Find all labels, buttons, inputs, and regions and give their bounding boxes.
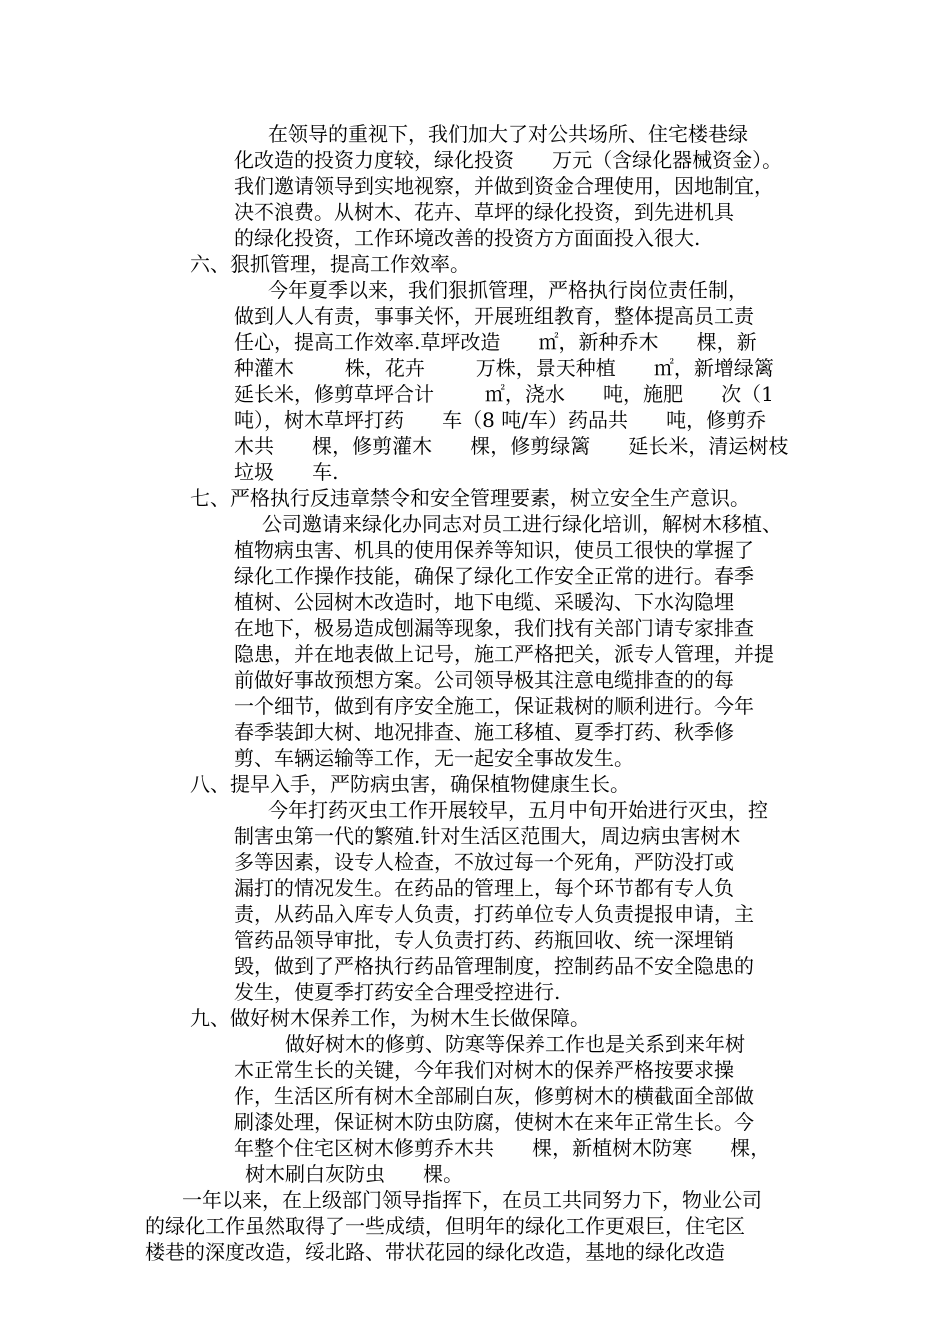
paragraph-line: 延长米，修剪草坪合计 ㎡，浇水 吨，施肥 次（1 xyxy=(234,382,774,406)
paragraph-line: 责，从药品入库专人负责，打药单位专人负责提报申请，主 xyxy=(234,902,754,926)
paragraph-line: 毁，做到了严格执行药品管理制度，控制药品不安全隐患的 xyxy=(234,954,754,978)
paragraph-line: 年整个住宅区树木修剪乔木共 棵，新植树木防寒 棵， xyxy=(234,1136,771,1160)
paragraph-line: 楼巷的深度改造，绥北路、带状花园的绿化改造，基地的绿化改造 xyxy=(145,1240,725,1264)
paragraph-line: 作，生活区所有树木全部刷白灰，修剪树木的横截面全部做 xyxy=(234,1084,754,1108)
paragraph-line: 植物病虫害、机具的使用保养等知识，使员工很快的掌握了 xyxy=(234,538,754,562)
paragraph-line: 的绿化工作虽然取得了一些成绩，但明年的绿化工作更艰巨，住宅区 xyxy=(145,1214,745,1238)
paragraph-line: 制害虫第一代的繁殖.针对生活区范围大，周边病虫害树木 xyxy=(234,824,741,848)
paragraph-line: 在领导的重视下，我们加大了对公共场所、住宅楼巷绿 xyxy=(268,122,748,146)
paragraph-line: 木正常生长的关键，今年我们对树木的保养严格按要求操 xyxy=(234,1058,734,1082)
paragraph-line: 前做好事故预想方案。公司领导极其注意电缆排查的的每 xyxy=(234,668,734,692)
paragraph-line: 在地下，极易造成刨漏等现象，我们找有关部门请专家排查 xyxy=(234,616,754,640)
paragraph-line: 植树、公园树木改造时，地下电缆、采暖沟、下水沟隐埋 xyxy=(234,590,734,614)
paragraph-line: 的绿化投资，工作环境改善的投资方方面面投入很大. xyxy=(234,226,701,250)
paragraph-line: 做到人人有责，事事关怀，开展班组教育，整体提高员工责 xyxy=(234,304,754,328)
section-heading: 九、做好树木保养工作，为树木生长做保障。 xyxy=(190,1006,590,1030)
paragraph-line: 垃圾 车. xyxy=(234,460,339,484)
paragraph-line: 我们邀请领导到实地视察，并做到资金合理使用，因地制宜， xyxy=(234,174,774,198)
paragraph-line: 刷漆处理，保证树木防虫防腐，使树木在来年正常生长。今 xyxy=(234,1110,754,1134)
paragraph-line: 一年以来，在上级部门领导指挥下，在员工共同努力下，物业公司 xyxy=(182,1188,762,1212)
paragraph-line: 种灌木 株，花卉 万株，景天种植 ㎡，新增绿篱 xyxy=(234,356,774,380)
paragraph-line: 多等因素，设专人检查，不放过每一个死角，严防没打或 xyxy=(234,850,734,874)
section-heading: 六、狠抓管理，提高工作效率。 xyxy=(190,252,470,276)
paragraph-line: 剪、车辆运输等工作，无一起安全事故发生。 xyxy=(234,746,634,770)
paragraph-line: 发生，使夏季打药安全合理受控进行. xyxy=(234,980,561,1004)
paragraph-line: 决不浪费。从树木、花卉、草坪的绿化投资，到先进机具 xyxy=(234,200,734,224)
paragraph-line: 隐患，并在地表做上记号，施工严格把关，派专人管理，并提 xyxy=(234,642,774,666)
paragraph-line: 任心，提高工作效率.草坪改造 ㎡，新种乔木 棵，新 xyxy=(234,330,757,354)
paragraph-line: 吨），树木草坪打药 车（8 吨/车）药品共 吨，修剪乔 xyxy=(234,408,767,432)
paragraph-line: 管药品领导审批，专人负责打药、药瓶回收、统一深埋销 xyxy=(234,928,734,952)
paragraph-line: 今年夏季以来，我们狠抓管理，严格执行岗位责任制， xyxy=(268,278,748,302)
paragraph-line: 做好树木的修剪、防寒等保养工作也是关系到来年树 xyxy=(285,1032,745,1056)
paragraph-line: 公司邀请来绿化办同志对员工进行绿化培训，解树木移植、 xyxy=(262,512,782,536)
paragraph-line: 化改造的投资力度较，绿化投资 万元（含绿化器械资金）。 xyxy=(234,148,783,172)
paragraph-line: 春季装卸大树、地况排查、施工移植、夏季打药、秋季修 xyxy=(234,720,734,744)
paragraph-line: 树木刷白灰防虫 棵。 xyxy=(245,1162,464,1186)
paragraph-line: 漏打的情况发生。在药品的管理上，每个环节都有专人负 xyxy=(234,876,734,900)
paragraph-line: 木共 棵，修剪灌木 棵，修剪绿篱 延长米，清运树枝 xyxy=(234,434,789,458)
paragraph-line: 绿化工作操作技能，确保了绿化工作安全正常的进行。春季 xyxy=(234,564,754,588)
paragraph-line: 一个细节，做到有序安全施工，保证栽树的顺利进行。今年 xyxy=(234,694,754,718)
paragraph-line: 今年打药灭虫工作开展较早，五月中旬开始进行灭虫，控 xyxy=(268,798,768,822)
section-heading: 八、提早入手，严防病虫害，确保植物健康生长。 xyxy=(190,772,630,796)
section-heading: 七、严格执行反违章禁令和安全管理要素，树立安全生产意识。 xyxy=(190,486,750,510)
